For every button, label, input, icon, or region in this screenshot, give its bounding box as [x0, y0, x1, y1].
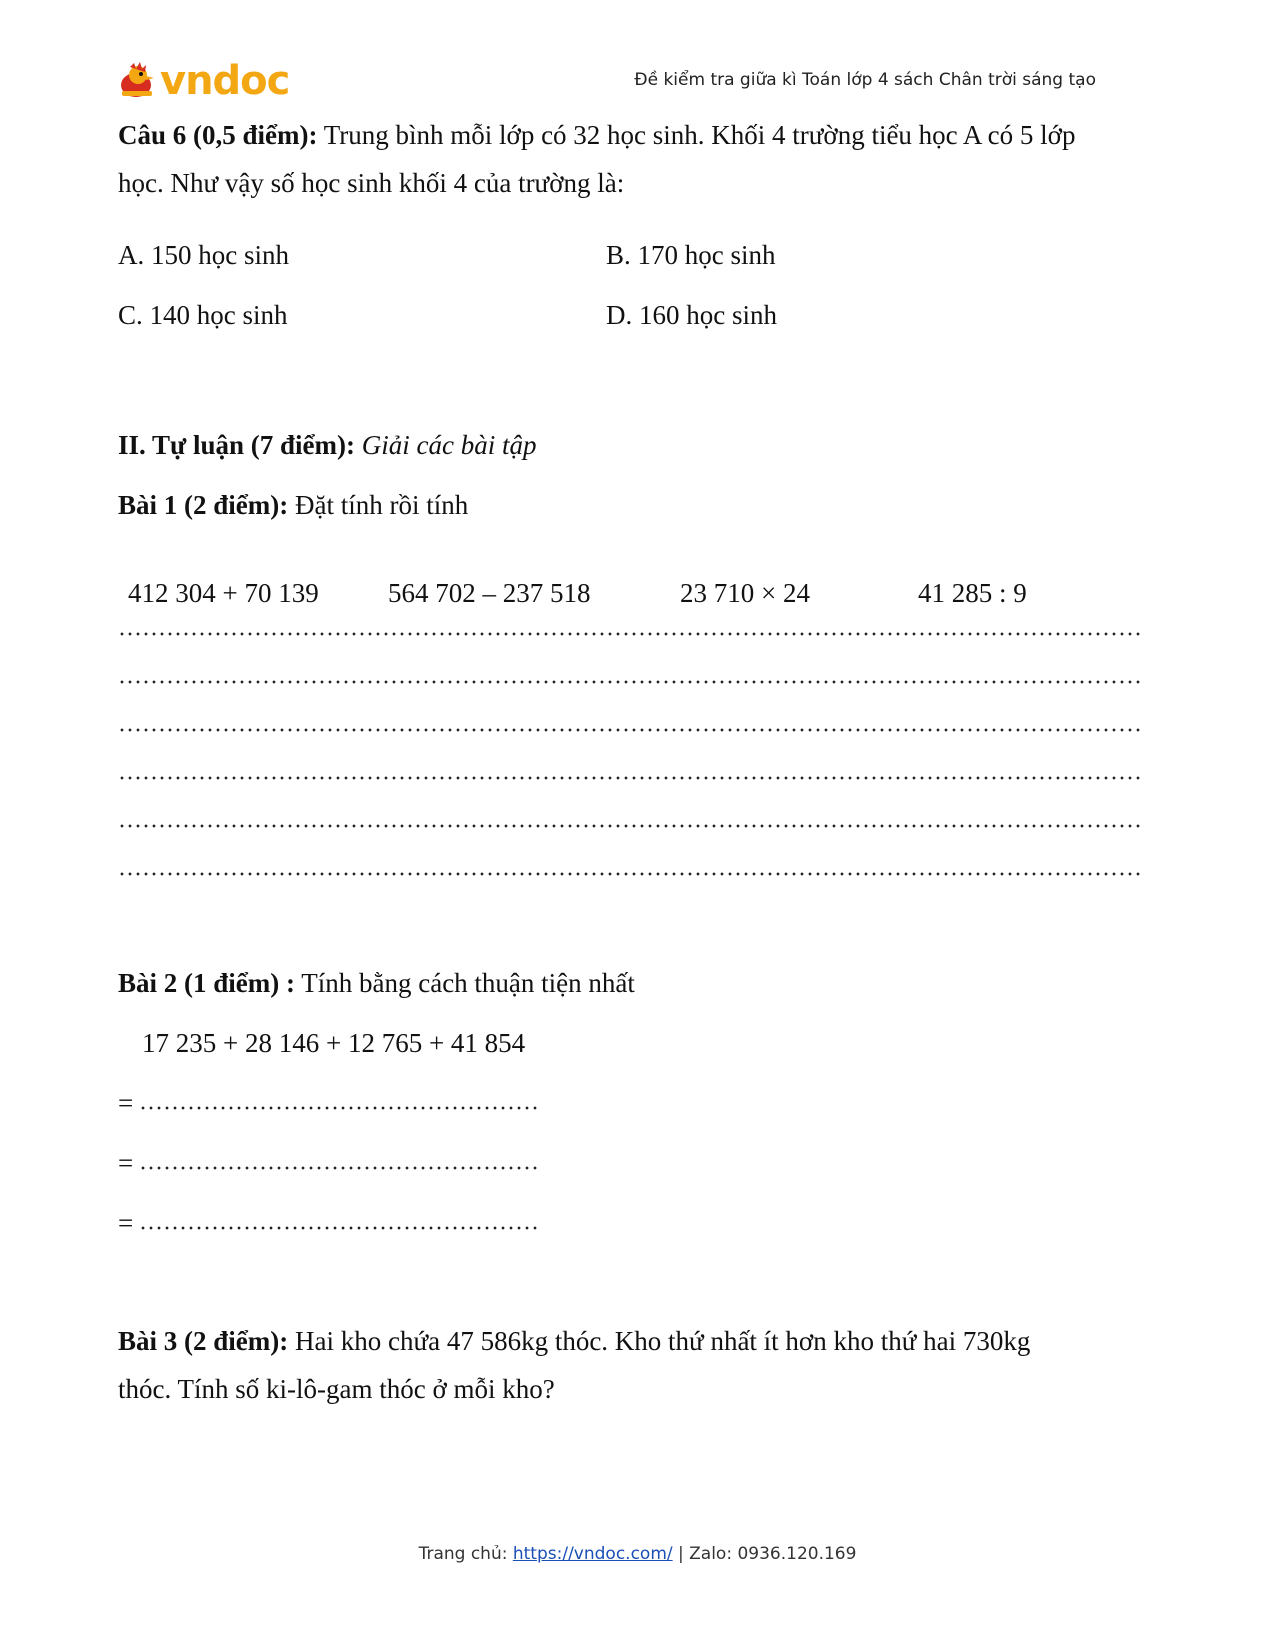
answer-line-6[interactable] [118, 870, 1142, 878]
eq-line-1[interactable] [118, 1088, 539, 1119]
bai2-label: Bài 2 (1 điểm) : [118, 968, 295, 998]
section2-subtitle: Giải các bài tập [361, 430, 537, 460]
mascot-icon [118, 61, 158, 101]
cau6-text1: Trung bình mỗi lớp có 32 học sinh. Khối 4 trường tiểu học A có 5 lớp [317, 120, 1076, 150]
calc-4: 41 285 : 9 [918, 578, 1027, 608]
page-footer [0, 1544, 1275, 1564]
calc-1: 412 304 + 70 139 [128, 578, 319, 608]
bai3-line1 [118, 1326, 1030, 1357]
bai1-label: Bài 1 (2 điểm): [118, 490, 289, 520]
calc-3: 23 710 × 24 [680, 578, 810, 608]
answer-line-5[interactable] [118, 822, 1142, 830]
option-b[interactable]: B. 170 học sinh [606, 240, 776, 270]
eq-dots [139, 1224, 539, 1232]
eq-sign: = [118, 1148, 134, 1178]
section2-heading [118, 430, 536, 461]
bai1-heading [118, 490, 468, 521]
vndoc-logo[interactable] [118, 58, 289, 104]
bai1-calcs [118, 578, 1158, 618]
bai3-text2: thóc. Tính số ki-lô-gam thóc ở mỗi kho? [118, 1374, 555, 1404]
footer-link[interactable]: https://vndoc.com/ [512, 1544, 673, 1564]
eq-sign: = [118, 1088, 134, 1118]
bai3-text1: Hai kho chứa 47 586kg thóc. Kho thứ nhất ít hơn kho thứ hai 730kg [288, 1326, 1031, 1356]
answer-line-3[interactable] [118, 726, 1142, 734]
bai2-heading [118, 968, 635, 999]
bai2-expression: 17 235 + 28 146 + 12 765 + 41 854 [142, 1028, 526, 1058]
calc-2: 564 702 – 237 518 [388, 578, 591, 608]
header-title: Đề kiểm tra giữa kì Toán lớp 4 sách Chân trời sáng tạo [634, 70, 1096, 90]
eq-line-3[interactable] [118, 1208, 539, 1239]
footer-suffix: | Zalo: 0936.120.169 [672, 1544, 857, 1564]
answer-line-2[interactable] [118, 678, 1142, 686]
answer-line-4[interactable] [118, 774, 1142, 782]
eq-sign: = [118, 1208, 134, 1238]
cau6-text2: học. Như vậy số học sinh khối 4 của trường là: [118, 168, 625, 198]
bai3-label: Bài 3 (2 điểm): [118, 1326, 289, 1356]
option-a[interactable]: A. 150 học sinh [118, 240, 289, 270]
footer-prefix: Trang chủ: [418, 1544, 513, 1564]
eq-dots [139, 1164, 539, 1172]
bai1-text: Đặt tính rồi tính [288, 490, 469, 520]
option-c[interactable]: C. 140 học sinh [118, 300, 288, 330]
cau6-label: Câu 6 (0,5 điểm): [118, 120, 318, 150]
bai2-text: Tính bằng cách thuận tiện nhất [294, 968, 635, 998]
logo-text: vndoc [160, 58, 290, 104]
section2-label: II. Tự luận (7 điểm): [118, 430, 355, 460]
eq-line-2[interactable] [118, 1148, 539, 1179]
eq-dots [139, 1104, 539, 1112]
option-d[interactable]: D. 160 học sinh [606, 300, 777, 330]
cau6-line1 [118, 120, 1075, 151]
page-header [118, 58, 1096, 108]
answer-line-1[interactable] [118, 630, 1142, 638]
